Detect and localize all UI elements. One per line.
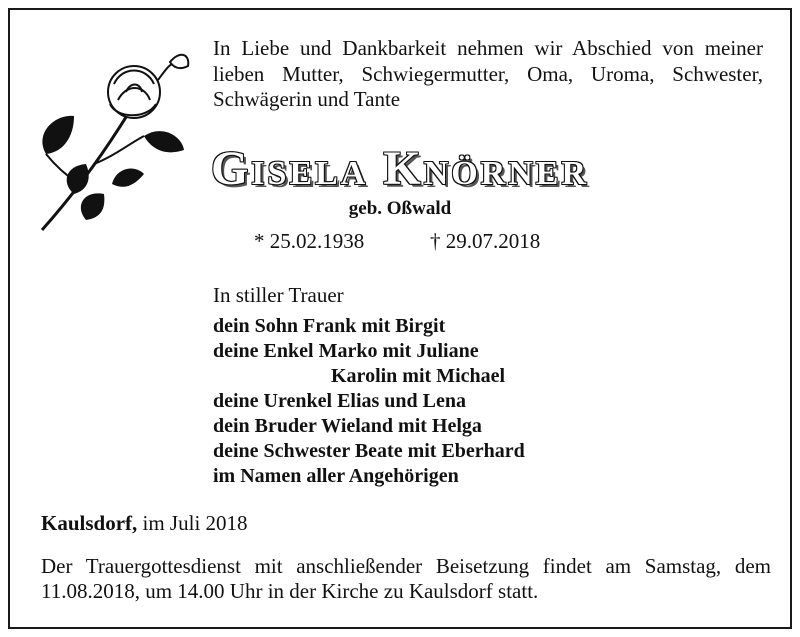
deceased-name: Gisela Knörner [210,142,590,195]
mourner-line: im Namen aller Angehörigen [213,465,459,487]
place-town: Kaulsdorf, [41,511,138,535]
birth-date: * 25.02.1938 [254,229,365,253]
service-notice: Der Trauergottesdienst mit anschließender Beisetzung findet am Samstag, dem 11.08.2018, um 14.00 Uhr in der Kirche zu Kaulsdorf statt. [41,554,771,603]
death-date: † 29.07.2018 [430,229,541,253]
mourner-line: dein Bruder Wieland mit Helga [213,415,482,437]
mourner-line: deine Enkel Marko mit Juliane [213,340,479,362]
mourners-list [213,314,525,489]
birth-name: geb. Oßwald [348,198,452,219]
mourner-line: Karolin mit Michael [331,365,506,387]
place-month: im Juli 2018 [137,511,248,535]
mourner-line: dein Sohn Frank mit Birgit [213,315,446,337]
intro-text: In Liebe und Dankbarkeit nehmen wir Abschied von meiner lieben Mutter, Schwiegermutter, Oma, Uroma, Schwester, Schwägerin und Tante [213,36,763,111]
mourning-intro: In stiller Trauer [213,283,344,307]
place-date [41,511,248,536]
mourner-line: deine Schwester Beate mit Eberhard [213,440,525,462]
mourner-line: deine Urenkel Elias und Lena [213,390,467,412]
